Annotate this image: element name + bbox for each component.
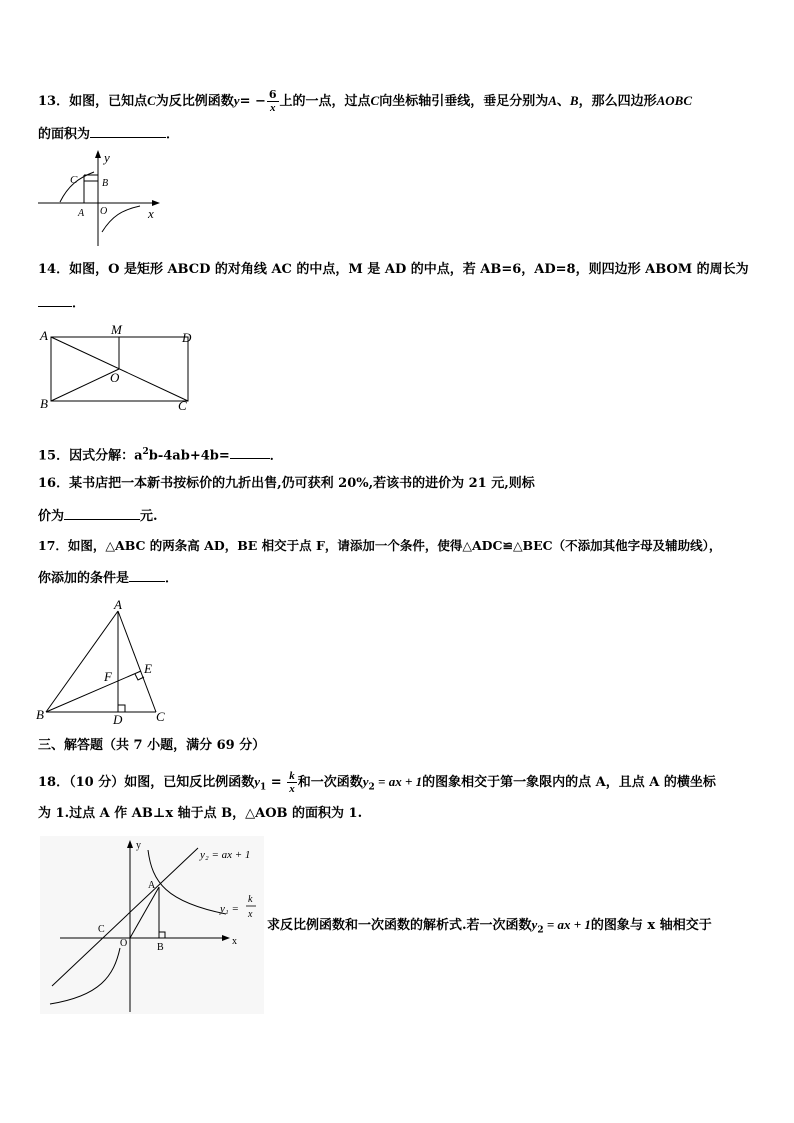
q13-fig-label-x: x bbox=[148, 206, 154, 221]
q18-fig-line-label: y₂ = ax + 1 bbox=[200, 849, 251, 861]
q13-fig-label-B: B bbox=[102, 178, 109, 189]
q18-fig-label-O: O bbox=[120, 938, 128, 949]
q14-fig-label-O: O bbox=[110, 370, 120, 385]
q14-fig-label-M: M bbox=[111, 322, 122, 337]
answer-blank bbox=[64, 507, 140, 520]
q13-fraction: $\frac{6}{x}$ bbox=[268, 88, 277, 114]
answer-blank bbox=[38, 294, 72, 307]
q13-figure bbox=[36, 148, 166, 250]
q18-line2: 为 1.过点 A 作 AB⊥x 轴于点 B，△AOB 的面积为 1. bbox=[38, 806, 363, 821]
q13-fig-label-A: A bbox=[78, 208, 85, 219]
section-heading: 三、解答题（共 7 小题，满分 69 分） bbox=[38, 738, 266, 753]
answer-blank bbox=[90, 125, 166, 138]
q14-fig-label-A: A bbox=[40, 328, 48, 343]
q13-line1: 13．如图，已知点C为反比例函数y= − $\frac{6}{x}$ 上的一点，过点C向坐标轴引垂线，垂足分别为A、B，那么四边形AOBC bbox=[38, 88, 693, 114]
q17-fig-label-A: A bbox=[114, 597, 122, 612]
q18-fig-curve-x: x bbox=[248, 909, 253, 920]
answer-blank bbox=[230, 446, 270, 459]
q14-line1: 14．如图，O 是矩形 ABCD 的对角线 AC 的中点，M 是 AD 的中点，若 AB=6，AD=8，则四边形 ABOM 的周长为 bbox=[38, 262, 749, 277]
q18-fig-label-x: x bbox=[232, 936, 237, 947]
q18-fig-curve-k: k bbox=[248, 894, 253, 905]
q16-line2: 价为 元. bbox=[38, 509, 158, 524]
q18-line1: 18．（10 分）如图，已知反比例函数$y_1$ = $\frac{k}{x}$ 和一次函数$y_2$ = ax + 1的图象相交于第一象限内的点 A，且点 A 的横坐标 bbox=[38, 770, 716, 795]
q17-fig-label-F: F bbox=[104, 669, 112, 684]
q13-line2: 的面积为 ． bbox=[38, 127, 180, 142]
q17-figure bbox=[34, 597, 174, 725]
answer-blank bbox=[129, 569, 165, 582]
q14-fig-label-D: D bbox=[182, 330, 192, 345]
q14-fig-label-C: C bbox=[178, 398, 187, 413]
q16-line1: 16．某书店把一本新书按标价的九折出售,仍可获利 20%,若该书的进价为 21 元,则标 bbox=[38, 476, 535, 491]
q18-side-text: 求反比例函数和一次函数的解析式.若一次函数$y_2$ = ax + 1的图象与 x 轴相交于 bbox=[267, 917, 712, 936]
q17-line2: 你添加的条件是 ． bbox=[38, 571, 179, 586]
q17-fig-label-C: C bbox=[156, 709, 165, 724]
q14-line2: ． bbox=[38, 294, 85, 312]
q15-line: 15．因式分解：$a^2b-4ab+4b=$ ． bbox=[38, 447, 283, 464]
q17-fig-label-B: B bbox=[36, 707, 44, 722]
q18-figure bbox=[40, 836, 264, 1014]
q14-figure bbox=[36, 322, 196, 414]
q13-fig-label-O: O bbox=[100, 206, 108, 217]
q18-fig-label-C: C bbox=[98, 924, 105, 935]
q17-fig-label-E: E bbox=[144, 661, 152, 676]
q18-fig-label-y: y bbox=[136, 840, 141, 851]
q13-fig-label-C: C bbox=[70, 174, 78, 186]
q18-fraction: $\frac{k}{x}$ bbox=[289, 770, 295, 795]
q13-fig-label-y: y bbox=[104, 150, 110, 165]
q17-fig-label-D: D bbox=[113, 712, 123, 725]
q18-fig-curve-label: y₁ = bbox=[220, 903, 239, 915]
q17-line1: 17．如图，△ABC 的两条高 AD，BE 相交于点 F，请添加一个条件，使得△ADC≌△BEC（不添加其他字母及辅助线）， bbox=[38, 538, 722, 553]
q14-fig-label-B: B bbox=[40, 396, 48, 411]
q18-fig-label-A: A bbox=[148, 880, 156, 891]
q18-fig-label-B: B bbox=[157, 942, 164, 953]
